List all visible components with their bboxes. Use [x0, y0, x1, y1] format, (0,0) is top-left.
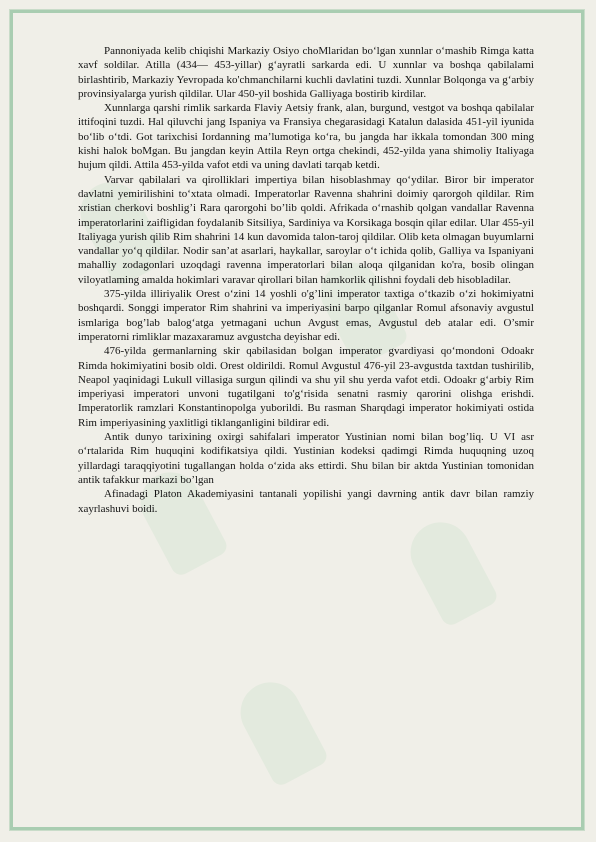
paragraph: Xunnlarga qarshi rimlik sarkarda Flaviy Aetsiy frank, alan, burgund, vestgot va boshqa qabilalar ittifoqini tuzdi. Hal qiluvchi jang Ispaniya va Fransiya chegarasidagi Katalun dalasida 451-yil iyunida bo‘lib o‘tdi. Got tarixchisi Iordanning ma’lumotiga ko‘ra, bu jangda har ikkala tomondan 300 ming kishi halok boMgan. Bu jangdan keyin Attila Reyn ortga chekindi, 452-yilda yana shimoliy Italiyaga hujum qildi. Attila 453-yilda vafot etdi va uning davlati tarqab ketdi. [78, 102, 534, 172]
paragraph: Varvar qabilalari va qirolliklari impertiya bilan hisoblashmay qo‘ydilar. Biror bir imperator davlatni yemirilishini to‘xtata olmadi. Imperatorlar Ravenna shahrini doimiy qarorgoh qildilar. Rim xristian cherkovi boshlig’i Rara qarorgohi bo’lib qoldi. Afrikada o‘rnashib qolgan vandallar Ravenna imperatorlarini zaifligidan foydalanib Sitsiliya, Sardiniya va Korsikaga bosqin qilar edilar. Ular 455-yil Italiyaga yurish qilib Rim shahrini 14 kun davomida talon-taroj qildilar. Olib keta olmagan buyumlarni vandallar yo‘q qildilar. Nodir san’at asarlari, haykallar, saroylar o‘t ichida qolib, Galliya va Ispaniyani mahalliy zodagonlari uzoqdagi ravenna imperatorlari bilan aloqa qilganidan ko'ra, bosib olingan viloyatlaming amalda hokimlari varavar qirollari bilan hamkorlik qilishni foydali deb hisobladilar. [78, 173, 534, 286]
paragraph: Pannoniyada kelib chiqishi Markaziy Osiyo choMlaridan bo‘lgan xunnlar o‘mashib Rimga katta xavf soldilar. Atilla (434— 453-yillar) g‘ayratli sarkarda edi. U xunnlar va boshqa qabilalami birlashtirib, Markaziy Yevropada ko'chmanchilarni kuchli davlatini tuzdi. Xunnlar Bolqonga va g‘arbiy provinsiyalarga yurish qildilar. Ular 450-yil boshida Galliyaga bostirib kirdilar. [78, 45, 534, 100]
paragraph: 375-yilda illiriyalik Orest o‘zini 14 yoshli o'g’lini imperator taxtiga o‘tkazib o‘zi hokimiyatni boshqardi. Songgi imperator Rim shahrini va imperiyasini barpo qilganlar Romul afsonaviy avgustul ismlariga bog’lab balog‘atga yetmagani uchun Avgust emas, Avgustul deb atalar edi. O’smir imperatorni rimliklar mazaxaramuz avgustcha deyishar edi. [78, 288, 534, 343]
document-body [78, 44, 534, 516]
paragraph: Afinadagi Platon Akademiyasini tantanali yopilishi yangi davrning antik davr bilan ramziy xayrlashuvi boidi. [78, 488, 534, 515]
paragraph: 476-yilda germanlarning skir qabilasidan bolgan imperator gvardiyasi qo‘mondoni Odoakr Rimda hokimiyatini bosib oldi. Orest oldirildi. Romul Avgustul 476-yil 23-avgustda taxtdan tushirilib, Neapol yaqinidagi Lukull villasiga surgun qilindi va shu yil shu yerda vafot etdi. Odoakr g‘arbiy Rim imperiyasi imperatori unvoni tugatilgani to'g‘risida senatni rasmiy qarorini olishga erishdi. Imperatorlik ramzlari Konstantinopolga yuborildi. Bu rasman Sharqdagi imperator hokimiyati ostida Rim imperiyasining yaxlitligi tiklanganligini bildirar edi. [78, 345, 534, 429]
paragraph: Antik dunyo tarixining oxirgi sahifalari imperator Yustinian nomi bilan bog’liq. U VI asr o‘rtalarida Rim huquqini kodifikatsiya qildi. Yustinian kodeksi qadimgi Rimda huquqning uzoq yillardagi taraqqiyotini tugallangan holda o‘zida aks ettirdi. Shu bilan bir aktda Yustinian tomonidan antik tafakkur markazi bo’lgan [78, 431, 534, 486]
